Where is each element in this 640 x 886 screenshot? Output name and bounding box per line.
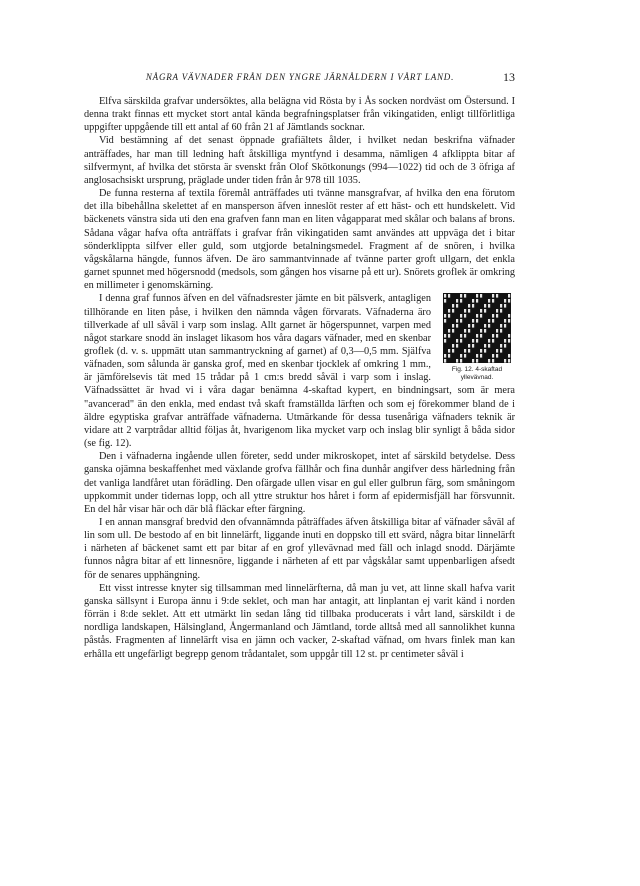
figure-12	[439, 293, 515, 381]
page-number: 13	[503, 70, 515, 84]
woven-fabric-image	[443, 293, 511, 363]
paragraph-1: Elfva särskilda grafvar undersöktes, alla belägna vid Rösta by i Ås socken nordväst om Östersund. I denna trakt finnas ett mycket stort antal kända begrafningsplatser från vikingatiden, enligt tillförlitliga uppgifter uppgående till ett antal af 60 från 21 af Jämtlands socknar.	[84, 96, 515, 134]
body-text	[84, 95, 515, 661]
paragraph-2: Vid bestämning af det senast öppnade grafiältets ålder, i hvilket nedan beskrifna väfnader anträffades, har man till ledning haft åtskilliga myntfynd i desamma, nämligen 4 afklippta bitar af silfvermynt, af hvilka det största är svenskt från Olof Skötkonungs (994—1022) tid och de 3 öfriga af anglosachsiskt ursprung, präglade under tiden från år 978 till 1035.	[84, 135, 515, 186]
paragraph-7: Ett visst intresse knyter sig tillsamman med linnelärfterna, då man ju vet, att linne skall hafva varit ganska sällsynt i Europa ännu i 9:de seklet, och man har antagit, att linplantan ej varit känd i norden förrän i 8:de seklet. Att ett utmärkt lin sedan lång tid tillbaka producerats i vårt land, särskildt i de nordliga landskapen, Hälsingland, Ångermanland och Jämtland, torde alltså med all sannolikhet kunna påstås. Fragmenten af linnelärft visa en jämn och vacker, 2-skaftad väfnad, om hvars finlek man kan erhålla ett ungefärligt begrepp genom trådantalet, som uppgår till 12 st. pr centimeter såväl i	[84, 582, 515, 660]
paragraph-4: I denna graf funnos äfven en del väfnadsrester jämte en bit pälsverk, antagligen tillhörande en liten påse, i hvilken den nämnda vågen förvarats. Väfnaderna äro tillverkade af ull såväl i varp som inslag. Allt garnet är högerspunnet, varpen med något starkare snodd än inslaget likasom hos våra dagars väfnader, med en skenbar groflek (d. v. s. uppmätt utan sammantryckning af garnet) af 0,3—0,5 mm. Själfva väfnaden, som sålunda är ganska grof, med en skenbar tjocklek af omkring 1 mm., är jämförelsevis tät med 15 trådar på 1 cm:s bredd såväl i varp som i inslag. Väfnadssättet är hvad vi i våra dagar benämna 4-skaftad kypert, en bindningsart, som är mera "avancerad" än den enkla, med endast två skaft framställda lärften och som ej förekommer bland de i äldre egyptiska grafvar anträffade väfnaderna. Utmärkande för dessa tusenåriga väfnaders teknik är vidare att 2 varptrådar alltid följas åt, hvarigenom lika mycket varp och inslag blir synligt å båda sidor (se fig. 12).	[84, 293, 515, 450]
paragraph-3: De funna resterna af textila föremål anträffades uti tvänne mansgrafvar, af hvilka den ena förutom det illa bibehållna skelettet af en mansperson äfven inneslöt rester af ett häst- och ett hundskelett. Vid bäckenets vänstra sida uti den ena grafven fann man en liten vågapparat med skålar och balans af brons. Sådana vågar hafva ofta anträffats i grafvar från vikingatiden samt användes att uppväga det i bitar sönderklippta silfver eller guld, som utgjorde betalningsmedel. Fragment af de snören, i hvilka vågskålarna hängde, funnos äfven. De äro sammantvinnade af tvänne parter groft ullgarn, det enkla garnet spunnet med högersnodd (medsols, som gången hos visarne på ett ur). Snörets groflek är omkring en millimeter i genomskärning.	[84, 188, 515, 292]
running-header: NÅGRA VÄVNADER FRÅN DEN YNGRE JÄRNÅLDERN I VÅRT LAND.	[145, 72, 455, 82]
paragraph-5: Den i väfnaderna ingående ullen företer, sedd under mikroskopet, intet af särskild betydelse. Dess ganska ojämna beskaffenhet med växlande grofva fällhår och fina dunhår angifver dess härledning från det vanliga landfåret utan förädling. Den ofärgade ullen visar en gul eller gulbrun färg, som småningom uppkommit under tidernas lopp, och all yttre struktur hos håret i form af epidermisfjäll har försvunnit. En del hår visar här och där blå fläckar efter färgning.	[84, 451, 515, 515]
figure-caption: Fig. 12. 4-skaftad yllevävnad.	[451, 366, 503, 381]
paragraph-6: I en annan mansgraf bredvid den ofvannämnda påträffades äfven åtskilliga bitar af väfnader såväl af lin som ull. De bestodo af en bit linnelärft, liggande inuti en doppsko till ett svärd, några bitar linnelärft i närheten af bäckenet samt ett par bitar af en grof yllevävnad med fäll och inlagd snodd. Därjämte funnos några bitar af ett linnesnöre, liggande i närheten af ett par vågskålar samt uppenbarligen afsedt för de senares upphängning.	[84, 517, 515, 581]
